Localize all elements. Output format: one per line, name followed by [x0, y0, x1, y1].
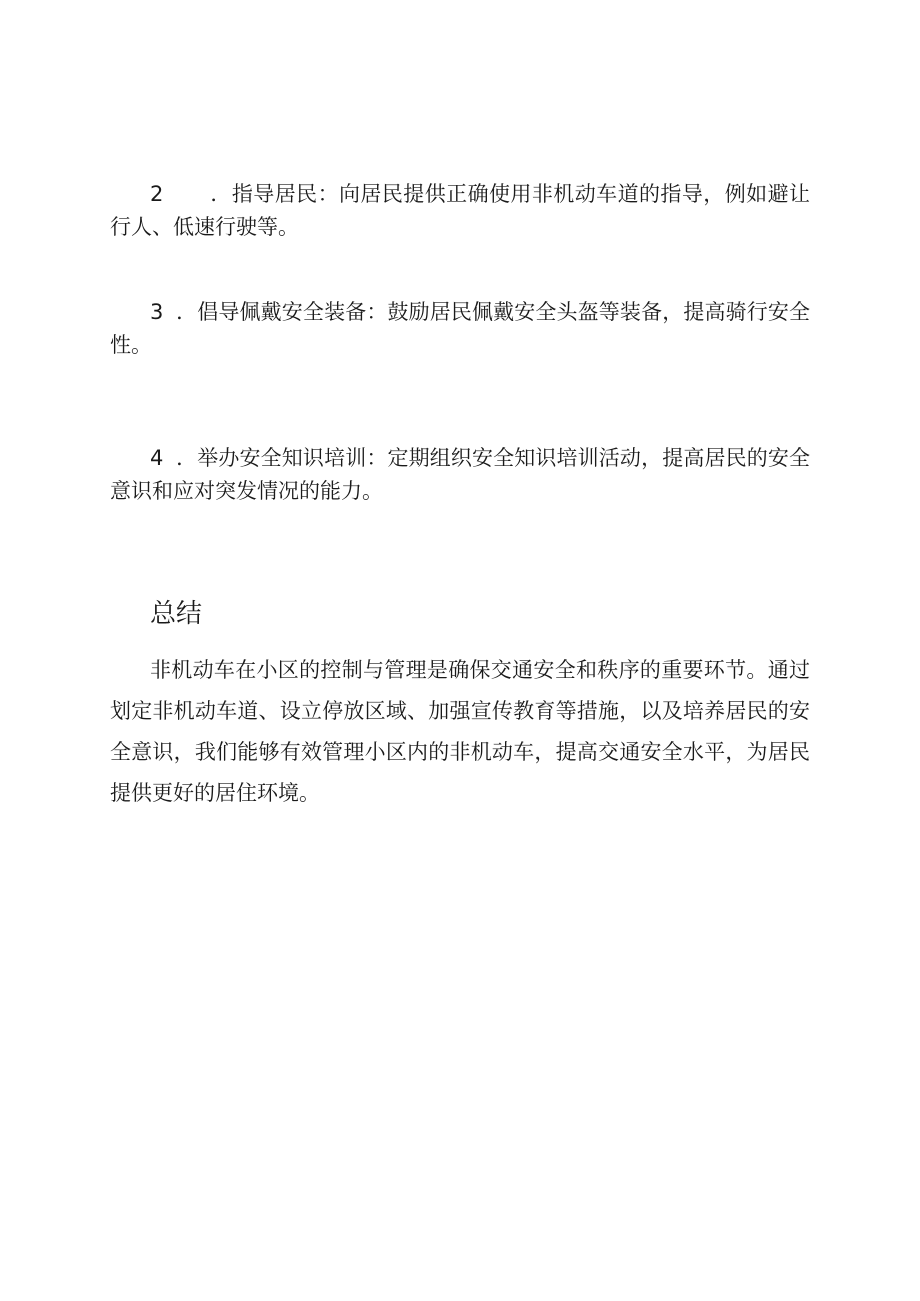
list-item-number: 3 — [150, 300, 164, 324]
section-heading: 总结 — [150, 599, 203, 629]
summary-paragraph: 非机动车在小区的控制与管理是确保交通安全和秩序的重要环节。通过划定非机动车道、设立停放区域、加强宣传教育等措施，以及培养居民的安全意识，我们能够有效管理小区内的非机动车，提高交通安全水平，为居民提供更好的居住环境。 — [110, 658, 810, 805]
list-item-number: 2 — [150, 182, 164, 206]
list-item-number: 4 — [150, 446, 164, 470]
list-item — [110, 442, 810, 508]
list-item — [110, 178, 810, 244]
list-item-text: ．举办安全知识培训：定期组织安全知识培训活动，提高居民的安全意识和应对突发情况的能力。 — [110, 446, 810, 503]
list-item-text: ．指导居民：向居民提供正确使用非机动车道的指导，例如避让行人、低速行驶等。 — [110, 182, 810, 239]
list-item — [110, 296, 810, 362]
list-item-text: ．倡导佩戴安全装备：鼓励居民佩戴安全头盔等装备，提高骑行安全性。 — [110, 300, 810, 357]
